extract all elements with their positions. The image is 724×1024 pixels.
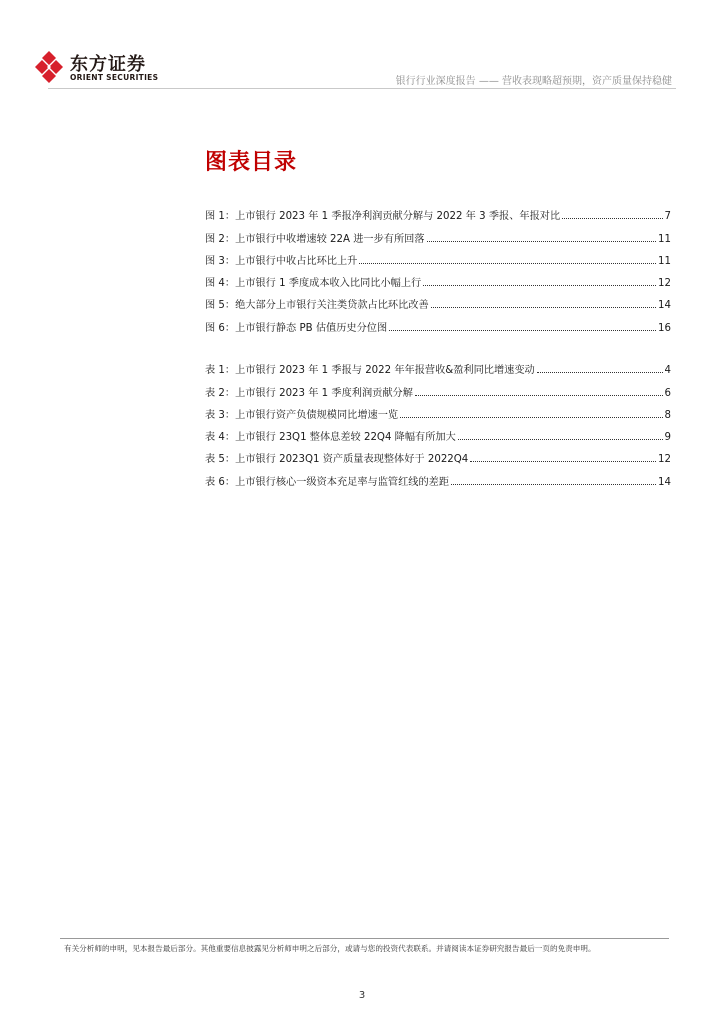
toc-entry-page: 11 bbox=[658, 255, 671, 267]
toc-entry-page: 14 bbox=[658, 476, 671, 488]
toc-entry-table-2[interactable] bbox=[205, 376, 671, 398]
toc-entry-table-3[interactable] bbox=[205, 399, 671, 421]
toc-leader bbox=[451, 484, 656, 485]
toc-entry-label: 图 1：上市银行 2023 年 1 季报净利润贡献分解与 2022 年 3 季报、年报对比 bbox=[205, 211, 561, 223]
toc-entry-page: 7 bbox=[664, 211, 671, 223]
toc-leader bbox=[415, 395, 663, 396]
toc-entry-page: 12 bbox=[658, 454, 671, 466]
toc-leader bbox=[400, 417, 662, 418]
toc-entry-label: 图 3：上市银行中收占比环比上升 bbox=[205, 255, 358, 267]
toc-leader bbox=[458, 439, 663, 440]
toc-entry-label: 图 2：上市银行中收增速较 22A 进一步有所回落 bbox=[205, 233, 425, 245]
toc-entry-label: 表 1：上市银行 2023 年 1 季报与 2022 年年报营收&盈利同比增速变动 bbox=[205, 365, 535, 377]
toc-entry-table-1[interactable] bbox=[205, 354, 671, 376]
toc-entry-table-4[interactable] bbox=[205, 421, 671, 443]
toc-leader bbox=[470, 461, 656, 462]
toc-entry-page: 14 bbox=[658, 300, 671, 312]
logo-text-cn: 东方证券 bbox=[70, 54, 146, 75]
toc-entry-figure-3[interactable] bbox=[205, 245, 671, 267]
toc-title: 图表目录 bbox=[205, 150, 298, 175]
toc-entry-figure-2[interactable] bbox=[205, 222, 671, 244]
orient-logo-icon bbox=[34, 50, 64, 84]
table-list bbox=[205, 354, 671, 488]
toc-entry-page: 11 bbox=[658, 233, 671, 245]
toc-entry-figure-5[interactable] bbox=[205, 289, 671, 311]
toc-entry-page: 9 bbox=[664, 432, 671, 444]
toc-entry-label: 表 2：上市银行 2023 年 1 季度利润贡献分解 bbox=[205, 387, 413, 399]
toc-entry-label: 表 4：上市银行 23Q1 整体息差较 22Q4 降幅有所加大 bbox=[205, 432, 456, 444]
toc-entry-label: 图 4：上市银行 1 季度成本收入比同比小幅上行 bbox=[205, 278, 422, 290]
toc-entry-label: 图 5：绝大部分上市银行关注类贷款占比环比改善 bbox=[205, 300, 429, 312]
footer-divider bbox=[60, 938, 669, 939]
toc-entry-table-5[interactable] bbox=[205, 443, 671, 465]
toc-leader bbox=[359, 263, 656, 264]
toc-entry-page: 8 bbox=[664, 409, 671, 421]
toc-entry-label: 表 5：上市银行 2023Q1 资产质量表现整体好于 2022Q4 bbox=[205, 454, 469, 466]
toc-entry-label: 图 6：上市银行静态 PB 估值历史分位图 bbox=[205, 322, 388, 334]
logo-text-en: ORIENT SECURITIES bbox=[70, 73, 159, 82]
company-logo bbox=[34, 50, 174, 86]
toc-leader bbox=[423, 285, 656, 286]
toc-leader bbox=[562, 218, 662, 219]
page-number: 3 bbox=[358, 990, 366, 1001]
toc-entry-label: 表 3：上市银行资产负债规模同比增速一览 bbox=[205, 409, 399, 421]
toc-leader bbox=[427, 241, 657, 242]
toc-leader bbox=[389, 330, 656, 331]
toc-entry-page: 12 bbox=[658, 278, 671, 290]
report-header-title: 银行行业深度报告 —— 营收表现略超预期，资产质量保持稳健 bbox=[395, 76, 672, 87]
toc-entry-page: 16 bbox=[658, 322, 671, 334]
toc-entry-page: 6 bbox=[664, 387, 671, 399]
toc-entry-figure-6[interactable] bbox=[205, 311, 671, 333]
toc-entry-label: 表 6：上市银行核心一级资本充足率与监管红线的差距 bbox=[205, 476, 450, 488]
toc-entry-figure-1[interactable] bbox=[205, 200, 671, 222]
toc-entry-page: 4 bbox=[664, 365, 671, 377]
footer-disclaimer: 有关分析师的申明，见本报告最后部分。其他重要信息披露见分析师申明之后部分，或请与您的投资代表联系。并请阅读本证券研究报告最后一页的免责申明。 bbox=[64, 944, 596, 953]
toc-leader bbox=[431, 307, 656, 308]
header-divider bbox=[48, 88, 676, 89]
toc-leader bbox=[537, 372, 663, 373]
toc-entry-table-6[interactable] bbox=[205, 465, 671, 487]
toc-entry-figure-4[interactable] bbox=[205, 267, 671, 289]
figure-list bbox=[205, 200, 671, 334]
